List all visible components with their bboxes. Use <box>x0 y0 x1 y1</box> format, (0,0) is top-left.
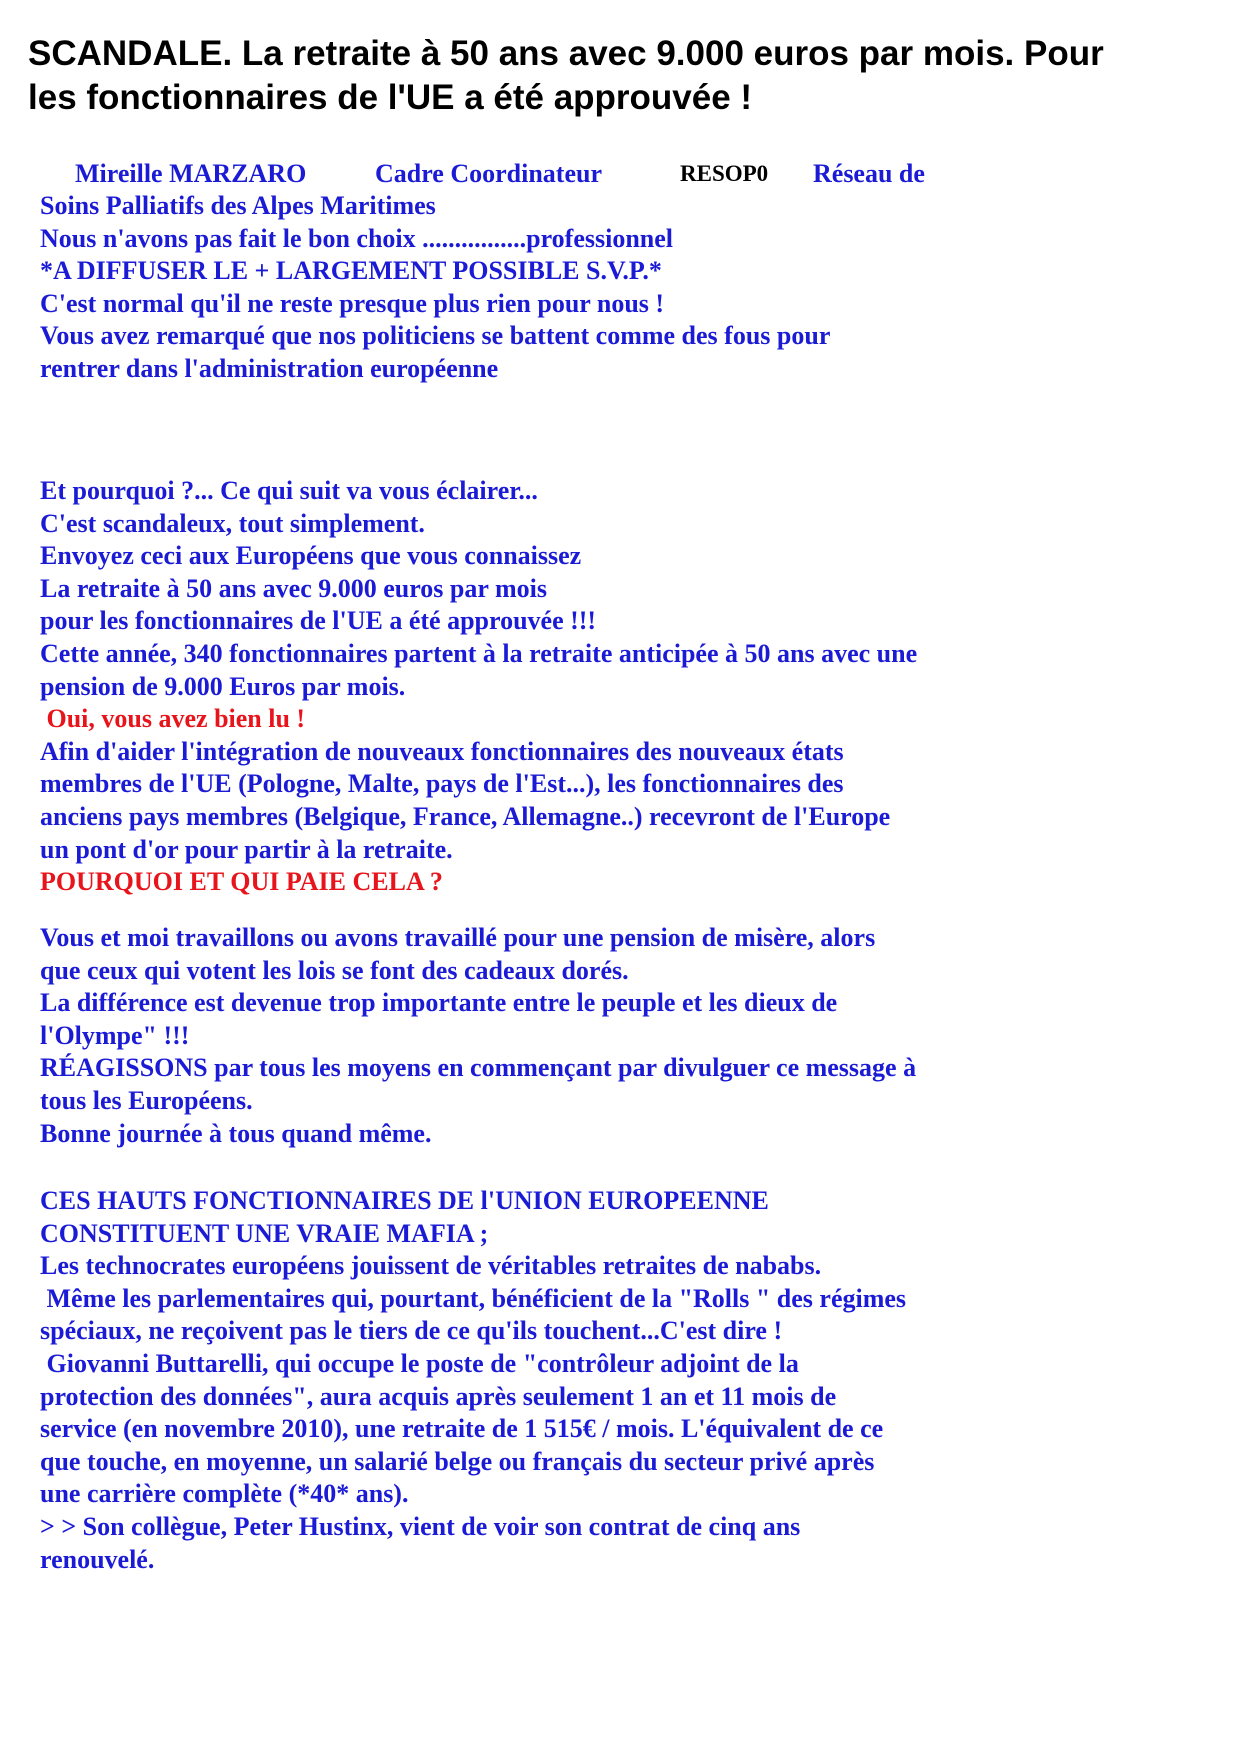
mafia-line: une carrière complète (*40* ans). <box>40 1479 409 1509</box>
intro-line: rentrer dans l'administration européenne <box>40 353 499 383</box>
main-line: membres de l'UE (Pologne, Malte, pays de l'Est...), les fonctionnaires des <box>40 769 844 799</box>
mafia-line: spéciaux, ne reçoivent pas le tiers de ce qu'ils touchent...C'est dire ! <box>40 1316 783 1346</box>
second-line: l'Olympe" !!! <box>40 1020 190 1050</box>
second-line: tous les Européens. <box>40 1085 253 1115</box>
main-paragraph <box>40 475 917 899</box>
question-line-red: POURQUOI ET QUI PAIE CELA ? <box>40 867 443 897</box>
main-line: La retraite à 50 ans avec 9.000 euros par mois <box>40 573 547 603</box>
main-line: Afin d'aider l'intégration de nouveaux fonctionnaires des nouveaux états <box>40 736 844 766</box>
mafia-line: service (en novembre 2010), une retraite de 1 515€ / mois. L'équivalent de ce <box>40 1414 884 1444</box>
mafia-line: > > Son collègue, Peter Hustinx, vient de voir son contrat de cinq ans <box>40 1511 801 1541</box>
network-name-start: Réseau de <box>813 159 925 188</box>
author-header <box>40 158 1100 191</box>
main-line: C'est scandaleux, tout simplement. <box>40 508 425 538</box>
mafia-line: que touche, en moyenne, un salarié belge ou français du secteur privé après <box>40 1446 875 1476</box>
organization-code: RESOP0 <box>680 161 769 186</box>
main-line: Envoyez ceci aux Européens que vous connaissez <box>40 541 582 571</box>
second-line: RÉAGISSONS par tous les moyens en commençant par divulguer ce message à <box>40 1053 917 1083</box>
closing-line: Bonne journée à tous quand même. <box>40 1118 432 1148</box>
intro-paragraph <box>40 190 830 386</box>
author-header-row <box>40 158 1100 191</box>
main-line: Cette année, 340 fonctionnaires partent à la retraite anticipée à 50 ans avec une <box>40 638 918 668</box>
main-line: anciens pays membres (Belgique, France, Allemagne..) recevront de l'Europe <box>40 801 891 831</box>
intro-line: Vous avez remarqué que nos politiciens se battent comme des fous pour <box>40 321 831 351</box>
section-heading: CONSTITUENT UNE VRAIE MAFIA ; <box>40 1218 489 1248</box>
mafia-line: Giovanni Buttarelli, qui occupe le poste de "contrôleur adjoint de la <box>40 1348 799 1378</box>
mafia-line: Les technocrates européens jouissent de véritables retraites de nababs. <box>40 1251 822 1281</box>
emphasis-line-red: Oui, vous avez bien lu ! <box>40 704 306 734</box>
network-name-end: Soins Palliatifs des Alpes Maritimes <box>40 191 436 220</box>
author-role: Cadre Coordinateur <box>375 159 603 188</box>
main-line: pour les fonctionnaires de l'UE a été approuvée !!! <box>40 606 597 636</box>
intro-line: *A DIFFUSER LE + LARGEMENT POSSIBLE S.V.P.* <box>40 256 662 286</box>
intro-line: Nous n'avons pas fait le bon choix ................professionnel <box>40 223 674 253</box>
mafia-line: renouvelé. <box>40 1544 155 1574</box>
article-title <box>28 32 1208 120</box>
section-heading: CES HAUTS FONCTIONNAIRES DE l'UNION EUROPEENNE <box>40 1186 769 1215</box>
intro-line: C'est normal qu'il ne reste presque plus rien pour nous ! <box>40 288 665 318</box>
main-line: un pont d'or pour partir à la retraite. <box>40 834 453 864</box>
author-name: Mireille MARZARO <box>75 159 307 188</box>
second-line: La différence est devenue trop importante entre le peuple et les dieux de <box>40 988 838 1018</box>
mafia-line: protection des données", aura acquis après seulement 1 an et 11 mois de <box>40 1381 837 1411</box>
main-line: Et pourquoi ?... Ce qui suit va vous éclairer... <box>40 476 538 505</box>
second-line: Vous et moi travaillons ou avons travaillé pour une pension de misère, alors <box>40 923 876 952</box>
title-line-1: SCANDALE. La retraite à 50 ans avec 9.000 euros par mois. Pour <box>28 34 1104 73</box>
mafia-paragraph <box>40 1185 906 1576</box>
second-paragraph <box>40 922 916 1150</box>
title-line-2: les fonctionnaires de l'UE a été approuvée ! <box>28 78 753 117</box>
mafia-line: Même les parlementaires qui, pourtant, bénéficient de la "Rolls " des régimes <box>40 1283 907 1313</box>
main-line: pension de 9.000 Euros par mois. <box>40 671 406 701</box>
second-line: que ceux qui votent les lois se font des cadeaux dorés. <box>40 955 629 985</box>
